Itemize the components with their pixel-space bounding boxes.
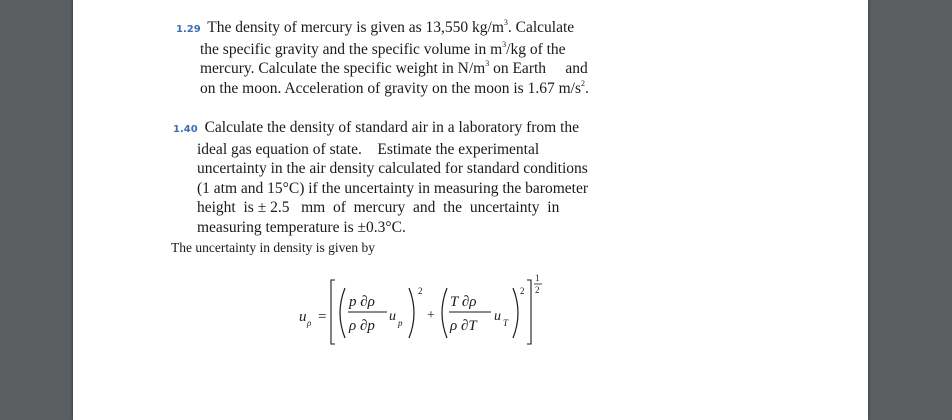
outer-exp-num: 1 [535,273,540,283]
term1-u-sub: p [398,318,403,328]
problem-1-40 [173,118,724,238]
paren-right-2 [513,288,518,338]
problem-line: mercury. Calculate the specific weight in $N/m^3$ on Earth and [200,59,588,78]
term1-den: ρ ∂p [349,318,375,334]
eq-lhs-sub: ρ [307,318,312,328]
eq-plus: + [427,308,435,323]
eq-equals: = [318,309,327,325]
problem-line: (1 atm and 15°C) if the uncertainty in measuring the barometer [197,179,588,197]
problem-line: on the moon. Acceleration of gravity on the moon is 1.67 $m/s^2$. [200,78,589,97]
problem-number: 1.29 [176,24,201,35]
term2-den: ρ ∂T [450,318,477,334]
problem-number: 1.40 [173,124,198,135]
outer-bracket-right [527,280,531,344]
term2-exp: 2 [520,286,525,296]
term1-num: p ∂ρ [349,294,375,310]
term2-u-sub: T [503,318,509,328]
term1-u: u [389,309,396,324]
document-page [73,0,868,420]
problem-line: uncertainty in the air density calculated for standard conditions [197,160,588,178]
paren-left-1 [340,288,345,338]
term1-exp: 2 [418,286,423,296]
problem-1-29 [176,18,726,98]
outer-exp-den: 2 [535,285,540,295]
problem-line: height is ± 2.5 mm of mercury and the uncertainty in [197,199,560,217]
term2-u: u [494,309,501,324]
uncertainty-equation [73,268,868,348]
paren-right-1 [409,288,414,338]
eq-lhs: u [299,309,307,325]
outer-bracket-left [331,280,335,344]
intro-text: The uncertainty in density is given by [171,240,375,255]
problem-line: 1.29 The density of mercury is given as 13,550 $kg/m^3$. Calculate [176,18,575,36]
term2-num: T ∂ρ [450,294,477,310]
problem-line: measuring temperature is ±0.3°C. [197,218,406,236]
problem-line: the specific gravity and the specific volume in $m^3/kg$ of the [200,39,566,58]
paren-left-2 [442,288,447,338]
problem-line: 1.40 Calculate the density of standard air in a laboratory from the [173,119,580,136]
problem-line: ideal gas equation of state. Estimate the experimental [197,140,540,158]
